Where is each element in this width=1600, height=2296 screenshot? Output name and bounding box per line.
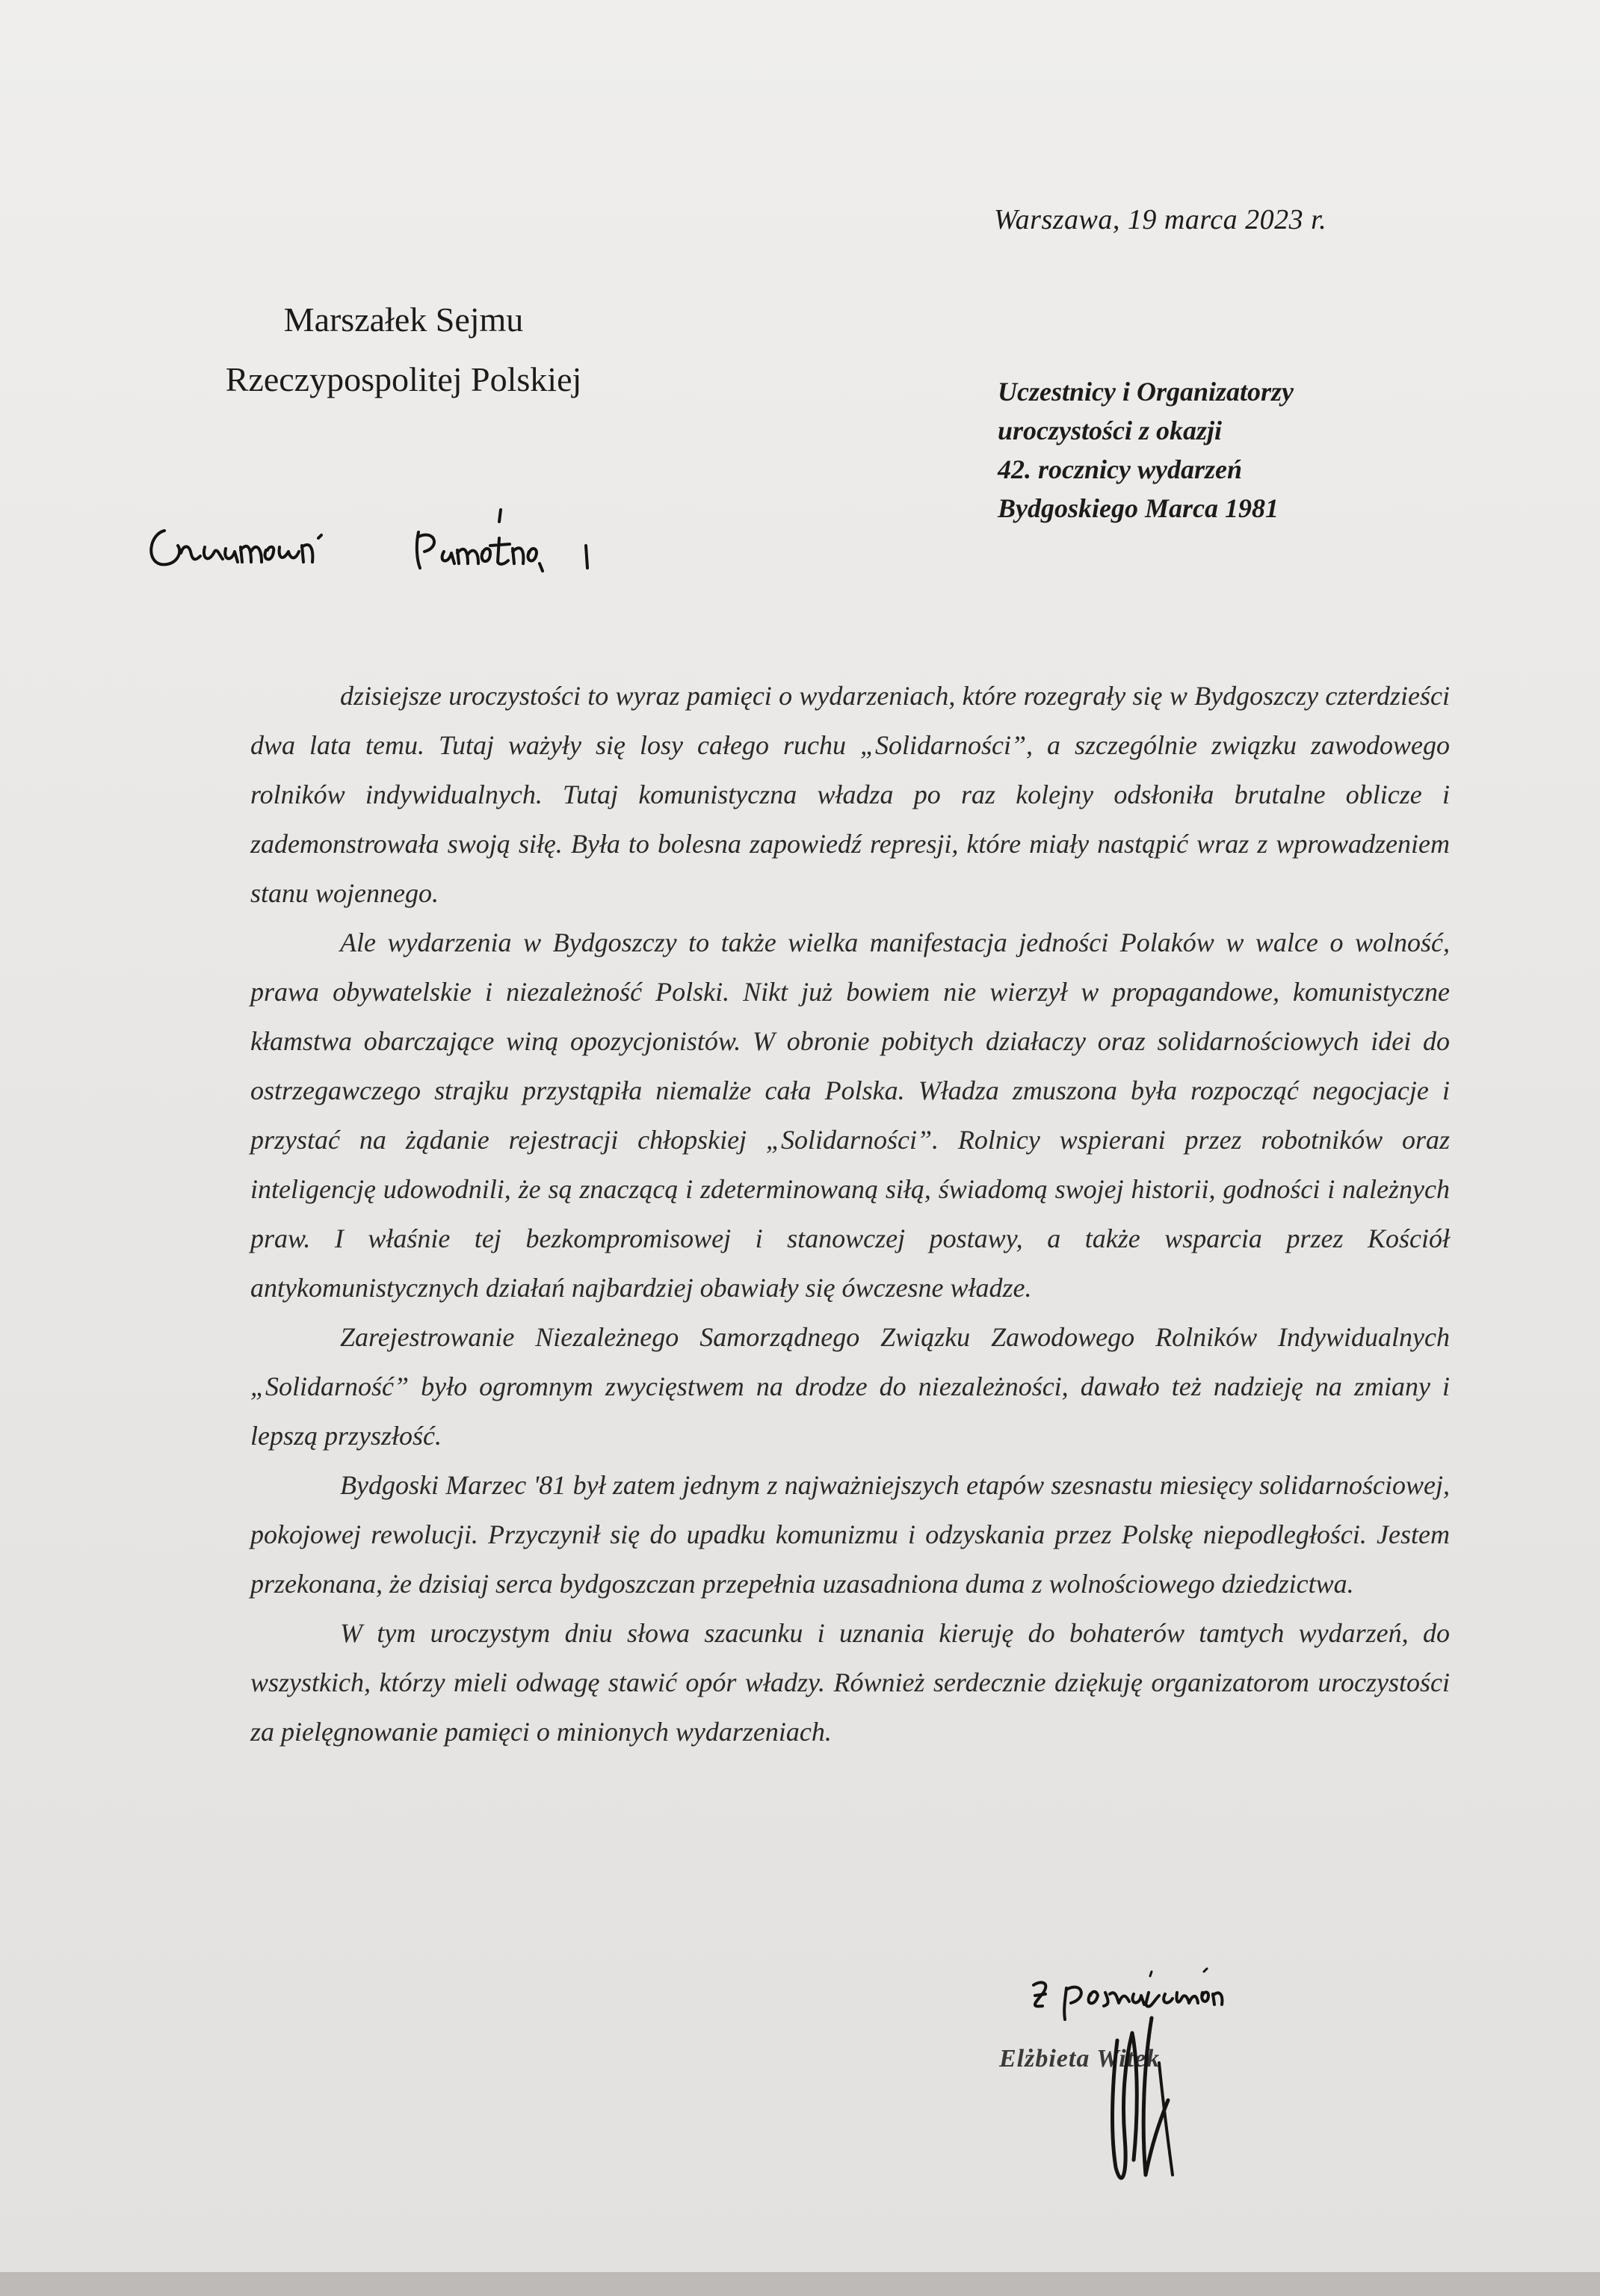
- date-line: Warszawa, 19 marca 2023 r.: [994, 204, 1327, 235]
- body-paragraph: dzisiejsze uroczystości to wyraz pamięci o wydarzeniach, które rozegrały się w Bydgoszczy czterdzieści dwa lata temu. Tutaj ważyły się losy całego ruchu „Solidarności”, a szczególnie związku zawodowego rolników indywidualnych. Tutaj komunistyczna władza po raz kolejny odsłoniła brutalne oblicze i zademonstrowała swoją siłę. Była to bolesna zapowiedź represji, które miały nastąpić wraz z wprowadzeniem stanu wojennego.: [250, 681, 1450, 908]
- body-paragraph: W tym uroczystym dniu słowa szacunku i uznania kieruję do bohaterów tamtych wydarzeń, do wszystkich, którzy mieli odwagę stawić opór władzy. Również serdecznie dziękuję organizatorom uroczystości za pielęgnowanie pamięci o minionych wydarzeniach.: [250, 1618, 1450, 1747]
- body-paragraph: Ale wydarzenia w Bydgoszczy to także wielka manifestacja jedności Polaków w walce o wolność, prawa obywatelskie i niezależność Polski. Nikt już bowiem nie wierzył w propagandowe, komunistyczne kłamstwa obarczające winą opozycjonistów. W obronie pobitych działaczy oraz solidarnościowych idei do ostrzegawczego strajku przystąpiła niemalże cała Polska. Władza zmuszona była rozpocząć negocjacje i przystać na żądanie rejestracji chłopskiej „Solidarności”. Rolnicy wspierani przez robotników oraz inteligencję udowodnili, że są znaczącą i zdeterminowaną siłą, świadomą swojej historii, godności i należnych praw. I właśnie tej bezkompromisowej i stanowczej postawy, a także wsparcia przez Kościół antykomunistycznych działań najbardziej obawiały się ówczesne władze.: [250, 928, 1450, 1303]
- handwritten-salutation: [142, 493, 620, 590]
- recipient-line: Uczestnicy i Organizatorzy: [998, 377, 1294, 407]
- recipient-line: uroczystości z okazji: [998, 416, 1223, 445]
- body-paragraph: Zarejestrowanie Niezależnego Samorządnego Związku Zawodowego Rolników Indywidualnych „Solidarność” było ogromnym zwycięstwem na drodze do niezależności, dawało też nadzieję na zmiany i lepszą przyszłość.: [250, 1322, 1450, 1451]
- recipient-line: 42. rocznicy wydarzeń: [998, 454, 1242, 484]
- sender-block: [172, 290, 635, 410]
- body-paragraph: Bydgoski Marzec '81 był zatem jednym z najważniejszych etapów szesnastu miesięcy solidarnościowej, pokojowej rewolucji. Przyczynił się do upadku komunizmu i odzyskania przez Polskę niepodległości. Jestem przekonana, że dzisiaj serca bydgoszczan przepełnia uzasadniona duma z wolnościowego dziedzictwa.: [250, 1470, 1450, 1599]
- recipient-line: Bydgoskiego Marca 1981: [998, 493, 1279, 523]
- recipient-block: [998, 372, 1476, 528]
- signer-name: Elżbieta Witek: [999, 2045, 1161, 2073]
- sender-title: Marszałek Sejmu: [283, 300, 524, 339]
- letter-body: [250, 671, 1450, 1756]
- handwritten-signature: [1013, 1951, 1297, 2205]
- page-bottom-edge: [0, 2272, 1600, 2296]
- sender-office: Rzeczypospolitej Polskiej: [225, 360, 582, 398]
